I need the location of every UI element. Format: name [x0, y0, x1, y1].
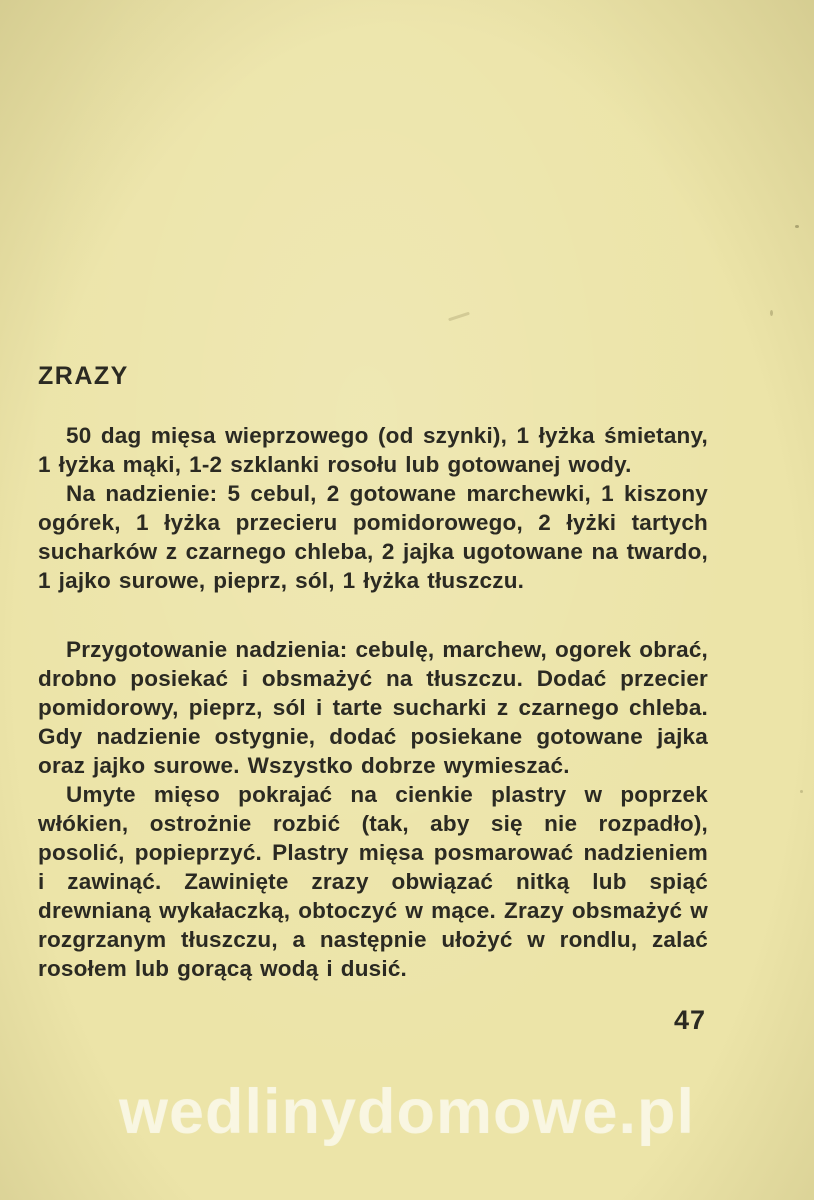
scan-speck	[448, 312, 470, 322]
ingredients-paragraph: 50 dag mięsa wieprzowego (od szynki), 1 łyżka śmietany, 1 łyżka mąki, 1-2 szklanki rosołu lub gotowanej wody.	[38, 423, 708, 477]
assembly-instructions-paragraph: Umyte mięso pokrajać na cienkie plastry w poprzek włókien, ostrożnie rozbić (tak, aby się nie rozpadło), posolić, popieprzyć. Plastry mięsa posmarować nadzieniem i zawinąć. Zawinięte zrazy obwiązać nitką lub spiąć drewnianą wykałaczką, obtoczyć w mące. Zrazy obsmażyć w rozgrzanym tłuszczu, a następnie ułożyć w rondlu, zalać rosołem lub gorącą wodą i dusić.	[38, 782, 708, 981]
scan-speck	[770, 310, 773, 316]
recipe-content	[38, 362, 708, 1036]
page-number: 47	[673, 1005, 706, 1035]
recipe-title: ZRAZY	[38, 362, 129, 390]
filling-preparation-paragraph: Przygotowanie nadzienia: cebulę, marchew, ogorek obrać, drobno posiekać i obsmażyć na tłuszczu. Dodać przecier pomidorowy, pieprz, sól i tarte sucharki z czarnego chleba. Gdy nadzienie ostygnie, dodać posiekane gotowane jajka oraz jajko surowe. Wszystko dobrze wymieszać.	[38, 637, 708, 778]
watermark: wedlinydomowe.pl	[118, 1077, 696, 1147]
scan-speck	[795, 225, 799, 228]
filling-ingredients-paragraph: Na nadzienie: 5 cebul, 2 gotowane marchewki, 1 kiszony ogórek, 1 łyżka przecieru pomidorowego, 2 łyżki tartych sucharków z czarnego chleba, 2 jajka ugotowane na twardo, 1 jajko surowe, pieprz, sól, 1 łyżka tłuszczu.	[38, 481, 708, 593]
scan-speck	[800, 790, 803, 793]
